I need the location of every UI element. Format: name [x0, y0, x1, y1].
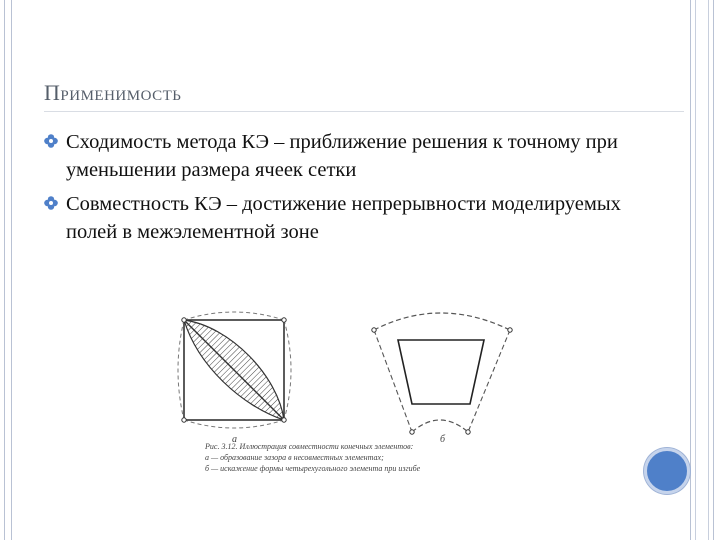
bullet-item: [44, 190, 664, 246]
figure-b-label: б: [440, 434, 446, 445]
figure-a-mesh: [178, 312, 291, 428]
figure-b-element: [372, 313, 512, 434]
caption-line: Рис. 3.12. Иллюстрация совместности конечных элементов:: [205, 442, 414, 451]
caption-line: а — образование зазора в несовместных элементах;: [205, 453, 384, 462]
bullet-text: Сходимость метода КЭ – приближение решения к точному при уменьшении размера ячеек сетки: [66, 131, 618, 181]
title-divider: [44, 111, 684, 112]
right-frame-border: [690, 0, 714, 540]
bullet-item: [44, 128, 664, 184]
left-frame-border: [4, 0, 12, 540]
slide-title: Применимость: [44, 80, 182, 105]
flower-bullet-icon: [44, 196, 58, 210]
bullet-text: Совместность КЭ – достижение непрерывности моделируемых полей в межэлементной зоне: [66, 193, 621, 243]
bullet-list: [44, 128, 664, 252]
caption-line: б — искажение формы четырехугольного элемента при изгибе: [205, 464, 421, 473]
figure-a-label: а: [232, 434, 237, 445]
decorative-circle: [644, 448, 690, 494]
flower-bullet-icon: [44, 134, 58, 148]
figure-caption: [205, 441, 505, 474]
